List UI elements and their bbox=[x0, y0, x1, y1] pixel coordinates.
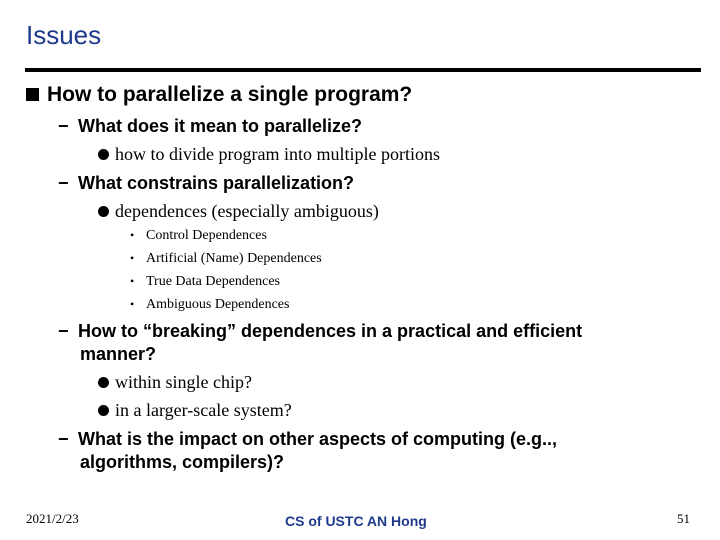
footer-date: 2021/2/23 bbox=[26, 511, 79, 526]
main-bullet-text: How to parallelize a single program? bbox=[47, 83, 413, 106]
answer-1 bbox=[98, 144, 440, 165]
question-4 bbox=[58, 429, 557, 450]
question-4-text: What is the impact on other aspects of computing (e.g.., bbox=[78, 429, 558, 449]
answer-1-text: how to divide program into multiple portions bbox=[115, 144, 440, 164]
question-3 bbox=[58, 321, 582, 342]
question-4-continuation: algorithms, compilers)? bbox=[80, 452, 285, 472]
dependence-type-label: Artificial (Name) Dependences bbox=[146, 251, 322, 266]
round-bullet-icon bbox=[98, 377, 109, 388]
dependence-type-item bbox=[130, 297, 289, 313]
answer-3a bbox=[98, 372, 252, 393]
main-bullet bbox=[26, 83, 412, 107]
question-2-text: What constrains parallelization? bbox=[78, 173, 355, 193]
page-number: 51 bbox=[677, 511, 690, 526]
footer-course: CS of USTC AN Hong bbox=[285, 513, 427, 529]
round-bullet-icon bbox=[98, 149, 109, 160]
question-1 bbox=[58, 116, 362, 137]
dash-bullet-icon: − bbox=[58, 173, 69, 193]
dash-bullet-icon: − bbox=[58, 116, 69, 136]
round-bullet-icon bbox=[98, 405, 109, 416]
question-3-continuation: manner? bbox=[80, 344, 157, 364]
small-dot-icon: • bbox=[130, 228, 135, 242]
question-1-text: What does it mean to parallelize? bbox=[78, 116, 363, 136]
round-bullet-icon bbox=[98, 206, 109, 217]
answer-2 bbox=[98, 201, 379, 222]
dependence-type-item bbox=[130, 251, 322, 267]
slide-title: Issues bbox=[26, 20, 102, 50]
dependence-type-item bbox=[130, 228, 267, 244]
answer-3a-text: within single chip? bbox=[115, 372, 252, 392]
dependence-type-label: True Data Dependences bbox=[146, 274, 280, 289]
small-dot-icon: • bbox=[130, 297, 135, 311]
dependence-type-item bbox=[130, 274, 280, 290]
dependence-type-label: Ambiguous Dependences bbox=[146, 297, 290, 312]
dash-bullet-icon: − bbox=[58, 429, 69, 449]
square-bullet-icon bbox=[26, 88, 39, 101]
question-3-text: How to “breaking” dependences in a practical and efficient bbox=[78, 321, 583, 341]
answer-2-text: dependences (especially ambiguous) bbox=[115, 201, 379, 221]
question-2 bbox=[58, 173, 354, 194]
answer-3b-text: in a larger-scale system? bbox=[115, 400, 292, 420]
title-divider bbox=[25, 68, 701, 72]
dependence-type-label: Control Dependences bbox=[146, 228, 267, 243]
small-dot-icon: • bbox=[130, 251, 135, 265]
small-dot-icon: • bbox=[130, 274, 135, 288]
dash-bullet-icon: − bbox=[58, 321, 69, 341]
answer-3b bbox=[98, 400, 292, 421]
